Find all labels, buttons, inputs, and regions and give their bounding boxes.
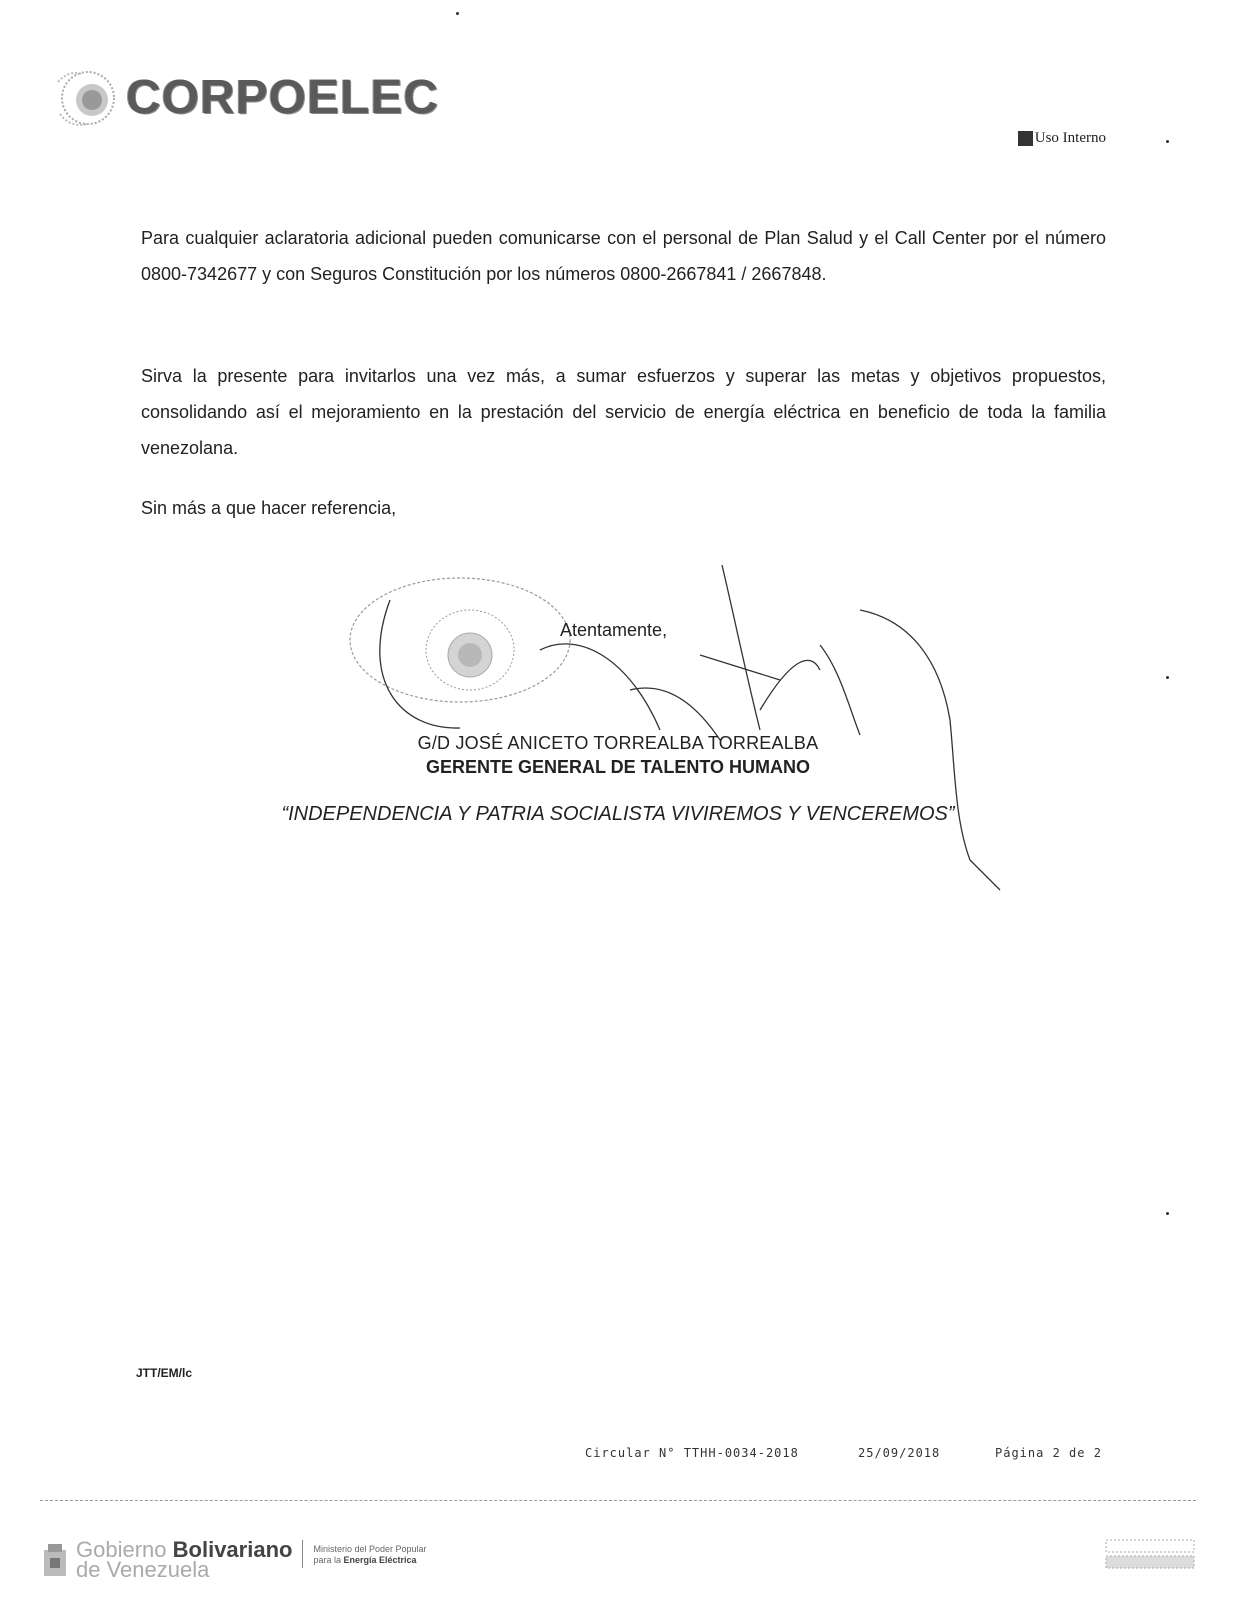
signature-and-seal bbox=[340, 560, 1030, 900]
handwritten-signature bbox=[380, 565, 1000, 890]
logo-text: CORPOELEC bbox=[126, 70, 440, 124]
footer-vertical-divider bbox=[302, 1540, 303, 1568]
reference-initials: JTT/EM/lc bbox=[136, 1366, 193, 1380]
gov-line-1-bold: Bolivariano bbox=[172, 1537, 293, 1562]
gov-line-1: Gobierno bbox=[76, 1537, 167, 1562]
ministry-line-2-prefix: para la bbox=[313, 1555, 341, 1565]
paragraph-closing: Sin más a que hacer referencia, bbox=[141, 498, 397, 518]
corpoelec-logo bbox=[48, 62, 439, 132]
scan-speck bbox=[1166, 676, 1169, 679]
government-name bbox=[76, 1537, 293, 1582]
gov-line-2: de Venezuela bbox=[76, 1557, 210, 1582]
government-footer bbox=[40, 1537, 427, 1582]
classification-square-icon bbox=[1018, 131, 1033, 146]
motto: “INDEPENDENCIA Y PATRIA SOCIALISTA VIVIREMOS Y VENCEREMOS” bbox=[281, 803, 955, 825]
footer-stamp-mark bbox=[1100, 1534, 1200, 1574]
ministry-name bbox=[313, 1544, 426, 1566]
page-number: Página 2 de 2 bbox=[995, 1446, 1102, 1460]
signer-title: GERENTE GENERAL DE TALENTO HUMANO bbox=[425, 757, 811, 777]
circular-date: 25/09/2018 bbox=[858, 1446, 941, 1460]
circular-number: Circular N° TTHH-0034-2018 bbox=[585, 1446, 799, 1460]
closing-salutation: Atentamente, bbox=[560, 620, 668, 640]
ministry-line-1: Ministerio del Poder Popular bbox=[313, 1544, 427, 1554]
government-emblem-icon bbox=[40, 1540, 70, 1580]
signer-name: G/D JOSÉ ANICETO TORREALBA TORREALBA bbox=[417, 733, 819, 753]
scan-speck bbox=[1166, 1212, 1169, 1215]
ministry-line-2-bold: Energía Eléctrica bbox=[343, 1555, 417, 1565]
scan-speck bbox=[456, 12, 459, 15]
classification-label bbox=[1018, 130, 1106, 147]
footer-divider bbox=[40, 1500, 1196, 1501]
classification-text: Uso Interno bbox=[1034, 130, 1106, 146]
corpoelec-emblem-icon bbox=[48, 62, 122, 132]
paragraph-contact: Para cualquier aclaratoria adicional pueden comunicarse con el personal de Plan Salud y el Call Center por el número 0800-7342677 y con Seguros Constitución por los números 0800-2667841 / 2667848. bbox=[141, 228, 1106, 284]
official-seal-stamp bbox=[350, 578, 570, 702]
scan-speck bbox=[1166, 140, 1169, 143]
paragraph-invitation: Sirva la presente para invitarlos una vez más, a sumar esfuerzos y superar las metas y objetivos propuestos, consolidando así el mejoramiento en la prestación del servicio de energía eléctrica en beneficio de toda la familia venezolana. bbox=[141, 366, 1106, 458]
